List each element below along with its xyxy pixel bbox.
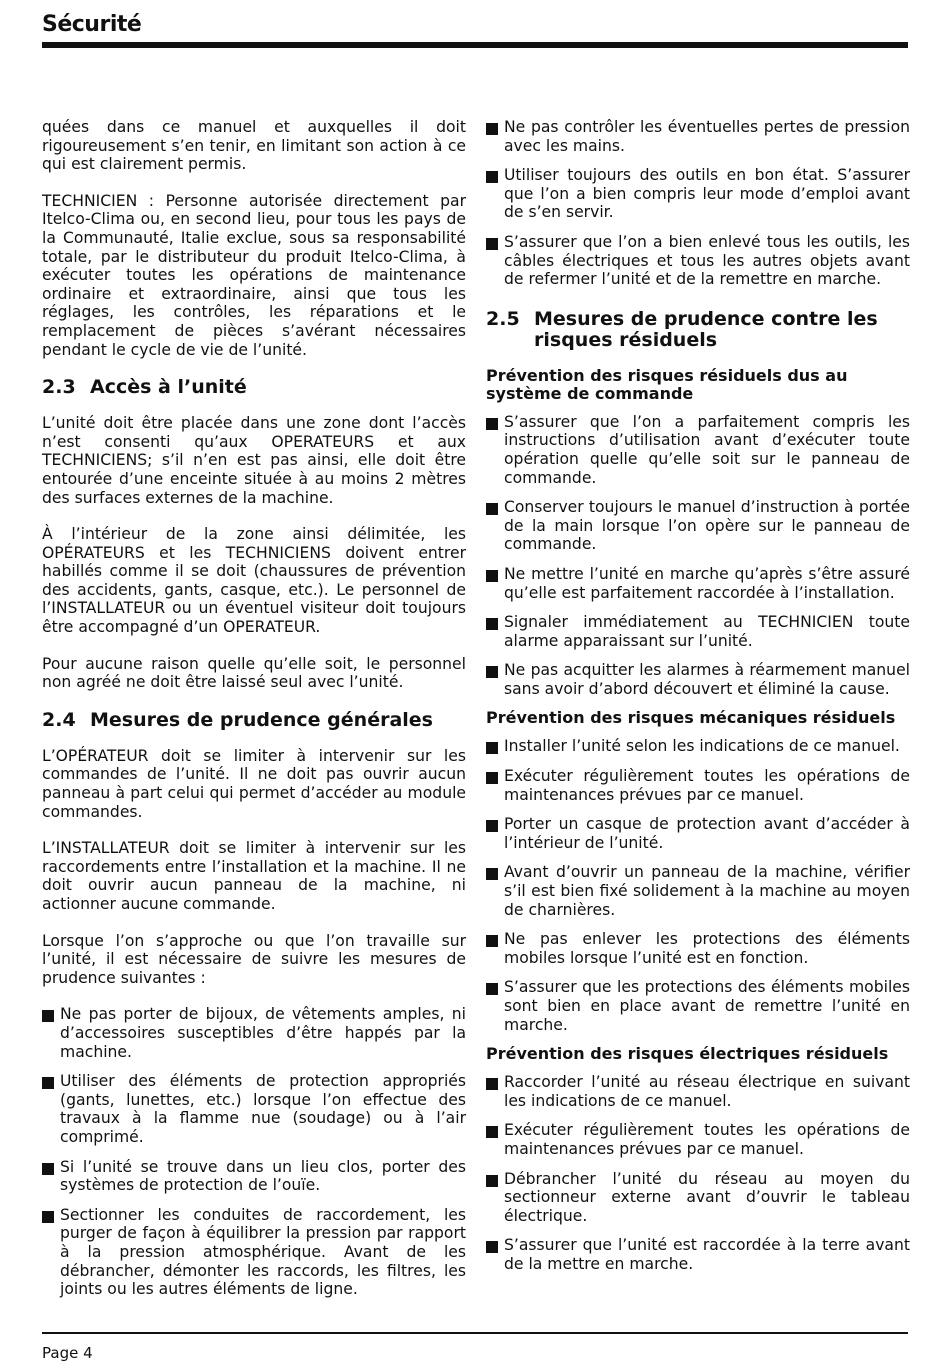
list-item: Exécuter régulièrement toutes les opérations de maintenances prévues par ce manuel. [486,1121,910,1158]
section-2-3-heading [42,377,466,398]
section-2-4-paragraph-1: L’OPÉRATEUR doit se limiter à intervenir sur les commandes de l’unité. Il ne doit pas ouvrir aucun panneau à part celui qui permet d’accéder au module commandes. [42,746,466,821]
list-item: Signaler immédiatement au TECHNICIEN toute alarme apparaissant sur l’unité. [486,613,910,650]
subheading-mechanical: Prévention des risques mécaniques résiduels [486,708,896,728]
list-item: S’assurer que l’on a parfaitement compris les instructions d’utilisation avant d’exécuter toute opération quelle qu’elle soit sur le panneau de commande. [486,413,910,487]
right-column [486,118,910,1285]
footer-rule [42,1332,908,1334]
list-item: S’assurer que l’unité est raccordée à la terre avant de la mettre en marche. [486,1236,910,1273]
list-item: S’assurer que les protections des éléments mobiles sont bien en place avant de remettre l’unité en marche. [486,978,910,1034]
subheading-control-system: Prévention des risques résiduels dus au système de commande [486,365,848,403]
list-item: Sectionner les conduites de raccordement, les purger de façon à équilibrer la pression par rapport à la pression atmosphérique. Avant de les débrancher, démonter les raccords, les filtres, les joints ou les autres éléments de ligne. [42,1206,466,1299]
list-item: Si l’unité se trouve dans un lieu clos, porter des systèmes de protection de l’ouïe. [42,1158,466,1195]
page-number: Page 4 [42,1344,93,1362]
paragraph-continued: quées dans ce manuel et auxquelles il doit rigoureusement s’en tenir, en limitant son action à ce qui est clairement permis. [42,118,466,174]
header-rule [42,42,908,48]
list-item: S’assurer que l’on a bien enlevé tous les outils, les câbles électriques et tous les autres objets avant de refermer l’unité et de la remettre en marche. [486,233,910,289]
list-item: Ne pas contrôler les éventuelles pertes de pression avec les mains. [486,118,910,155]
section-2-3-paragraph-2: À l’intérieur de la zone ainsi délimitée, les OPÉRATEURS et les TECHNICIENS doivent entrer habillés comme il se doit (chaussures de prévention des accidents, gants, casque, etc.). Le personnel de l’INSTALLATEUR ou un éventuel visiteur doit toujours être accompagné d’un OPERATEUR. [42,525,466,637]
electrical-risks-list [486,1073,910,1273]
list-item: Raccorder l’unité au réseau électrique en suivant les indications de ce manuel. [486,1073,910,1110]
section-number: 2.3 [42,376,76,399]
control-system-risks-list [486,413,910,699]
list-item: Exécuter régulièrement toutes les opérations de maintenances prévues par ce manuel. [486,767,910,804]
page-header-title: Sécurité [42,12,142,37]
general-precautions-list-continued [486,118,910,289]
list-item: Avant d’ouvrir un panneau de la machine, vérifier s’il est bien fixé solidement à la machine au moyen de charnières. [486,863,910,919]
list-item: Ne pas porter de bijoux, de vêtements amples, ni d’accessoires susceptibles d’être happés par la machine. [42,1005,466,1061]
list-item: Débrancher l’unité du réseau au moyen du sectionneur externe avant d’ouvrir le tableau électrique. [486,1170,910,1226]
section-2-3-paragraph-3: Pour aucune raison quelle qu’elle soit, le personnel non agréé ne doit être laissé seul avec l’unité. [42,654,466,692]
section-2-4-paragraph-3: Lorsque l’on s’approche ou que l’on travaille sur l’unité, il est nécessaire de suivre les mesures de prudence suivantes : [42,931,466,987]
list-item: Utiliser toujours des outils en bon état. S’assurer que l’on a bien compris leur mode d’emploi avant de s’en servir. [486,166,910,222]
section-2-4-paragraph-2: L’INSTALLATEUR doit se limiter à intervenir sur les raccordements entre l’installation et la machine. Il ne doit ouvrir aucun panneau de la machine, ni actionner aucune commande. [42,839,466,913]
section-number: 2.4 [42,708,76,731]
list-item: Conserver toujours le manuel d’instruction à portée de la main lorsque l’on opère sur le panneau de commande. [486,498,910,554]
mechanical-risks-list [486,737,910,1034]
section-2-5-heading [486,309,910,351]
section-title: Mesures de prudence générales [90,708,433,731]
list-item: Utiliser des éléments de protection appropriés (gants, lunettes, etc.) lorsque l’on effectue des travaux à la flamme nue (soudage) ou à l’air comprimé. [42,1072,466,1146]
section-2-4-heading [42,710,466,731]
section-number: 2.5 [486,307,520,330]
subheading-electrical: Prévention des risques électriques résiduels [486,1044,889,1064]
list-item: Ne pas enlever les protections des éléments mobiles lorsque l’unité est en fonction. [486,930,910,967]
left-column [42,118,466,1310]
list-item: Porter un casque de protection avant d’accéder à l’intérieur de l’unité. [486,815,910,852]
general-precautions-list [42,1005,466,1298]
paragraph-technicien: TECHNICIEN : Personne autorisée directement par Itelco-Clima ou, en second lieu, pour tous les pays de la Communauté, Italie exclue, sous sa responsabilité totale, par le distributeur du produit Itelco-Clima, à exécuter toutes les opérations de maintenance ordinaire et extraordinaire, ainsi que tous les réglages, les contrôles, les réparations et le remplacement de pièces s’avérant nécessaires pendant le cycle de vie de l’unité. [42,191,466,359]
list-item: Ne mettre l’unité en marche qu’après s’être assuré qu’elle est parfaitement raccordée à l’installation. [486,565,910,602]
section-title: Mesures de prudence contre les risques résiduels [534,307,878,351]
list-item: Installer l’unité selon les indications de ce manuel. [486,737,910,756]
section-2-3-paragraph-1: L’unité doit être placée dans une zone dont l’accès n’est consenti qu’aux OPERATEURS et aux TECHNICIENS; s’il n’en est pas ainsi, elle doit être entourée d’une enceinte située à au moins 2 mètres des surfaces externes de la machine. [42,414,466,507]
list-item: Ne pas acquitter les alarmes à réarmement manuel sans avoir d’abord découvert et éliminé la cause. [486,661,910,698]
section-title: Accès à l’unité [90,376,247,399]
